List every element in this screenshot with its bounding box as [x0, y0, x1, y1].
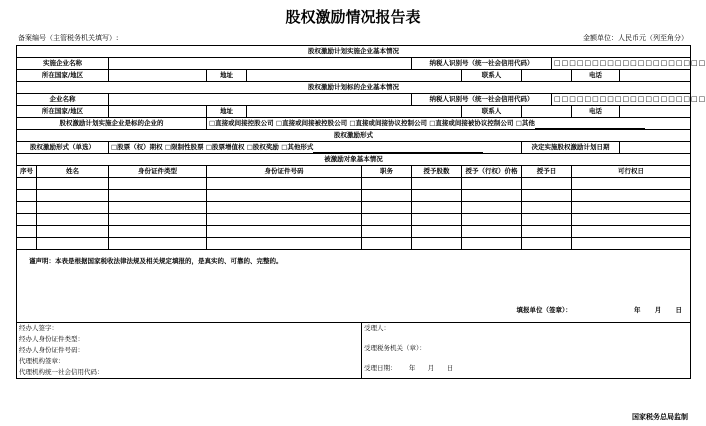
agent-box — [17, 323, 362, 379]
receiver-name-label: 受理人： — [364, 324, 390, 332]
column-header-exercise-date: 可行权日 — [572, 166, 691, 178]
column-header-shares: 授予股数 — [412, 166, 462, 178]
table-row — [17, 214, 691, 226]
form-option-restricted-stock[interactable]: □限制性股票 — [164, 143, 204, 151]
column-header-position: 职务 — [362, 166, 412, 178]
column-header-grant-date: 授予日 — [522, 166, 572, 178]
agent-id-number-label: 经办人身份证件号码： — [19, 346, 84, 354]
cell[interactable] — [462, 226, 522, 238]
cell[interactable] — [207, 226, 362, 238]
form-option-equity-award[interactable]: □股权奖励 — [246, 143, 279, 151]
receiver-date-label: 受理日期： 年 月 日 — [364, 364, 454, 372]
section1-country-label: 所在国家/地区 — [17, 70, 109, 82]
cell[interactable] — [572, 214, 691, 226]
section1-address-label: 地址 — [207, 70, 247, 82]
cell[interactable] — [522, 214, 572, 226]
section2-address-field[interactable] — [247, 106, 462, 118]
cell[interactable] — [109, 178, 207, 190]
cell[interactable] — [412, 190, 462, 202]
report-form-table — [16, 45, 706, 379]
section1-company-name-label: 实施企业名称 — [17, 58, 109, 70]
section1-phone-field[interactable] — [620, 70, 691, 82]
table-row — [17, 202, 691, 214]
section3-form-options — [109, 142, 522, 154]
column-header-id-number: 身份证件号码 — [207, 166, 362, 178]
section3-form-label: 股权激励形式（单选） — [17, 142, 109, 154]
cell[interactable] — [572, 190, 691, 202]
cell[interactable] — [37, 178, 109, 190]
cell[interactable] — [462, 178, 522, 190]
record-no-label: 备案编号（主管税务机关填写）: — [18, 34, 119, 42]
declaration-text: 谨声明：本表是根据国家税收法律法规及相关规定填报的，是真实的、可靠的、完整的。 — [29, 257, 283, 265]
section2-taxpayer-id-label: 纳税人识别号（统一社会信用代码） — [412, 94, 552, 106]
form-option-appreciation-right[interactable]: □股票增值权 — [205, 143, 245, 151]
relation-other-underline[interactable] — [535, 120, 645, 129]
cell[interactable] — [362, 190, 412, 202]
cell[interactable] — [362, 178, 412, 190]
section2-contact-field[interactable] — [522, 106, 572, 118]
cell[interactable] — [522, 202, 572, 214]
cell[interactable] — [412, 178, 462, 190]
section1-taxpayer-id-boxes[interactable]: □□□□□□□□□□□□□□□□□□□□ — [552, 58, 691, 70]
cell[interactable] — [207, 238, 362, 250]
receiver-box — [362, 323, 691, 379]
section2-relation-label: 股权激励计划实施企业是标的企业的 — [17, 118, 207, 130]
cell[interactable] — [462, 202, 522, 214]
section2-company-name-field[interactable] — [109, 94, 412, 106]
cell[interactable] — [362, 214, 412, 226]
cell[interactable] — [207, 202, 362, 214]
relation-option-other[interactable]: □其他 — [515, 119, 535, 127]
section1-taxpayer-id-label: 纳税人识别号（统一社会信用代码） — [412, 58, 552, 70]
section2-taxpayer-id-boxes[interactable]: □□□□□□□□□□□□□□□□□□□□ — [552, 94, 691, 106]
cell[interactable] — [412, 238, 462, 250]
cell[interactable] — [522, 238, 572, 250]
cell[interactable] — [17, 202, 37, 214]
section1-phone-label: 电话 — [572, 70, 620, 82]
cell[interactable] — [462, 190, 522, 202]
footer-issuer: 国家税务总局监制 — [632, 413, 688, 421]
section1-country-field[interactable] — [109, 70, 207, 82]
section2-header: 股权激励计划标的企业基本情况 — [17, 82, 691, 94]
section2-contact-label: 联系人 — [462, 106, 522, 118]
cell[interactable] — [522, 190, 572, 202]
section1-address-field[interactable] — [247, 70, 462, 82]
relation-option-controlled[interactable]: □直接或间接被控股公司 — [275, 119, 348, 127]
cell[interactable] — [462, 214, 522, 226]
cell[interactable] — [412, 226, 462, 238]
relation-option-controlling[interactable]: □直接或间接控股公司 — [209, 119, 274, 127]
section2-company-name-label: 企业名称 — [17, 94, 109, 106]
cell[interactable] — [17, 238, 37, 250]
declaration-signer-label: 填报单位（签章）： — [516, 306, 572, 314]
cell[interactable] — [412, 214, 462, 226]
cell[interactable] — [17, 178, 37, 190]
cell[interactable] — [17, 214, 37, 226]
cell[interactable] — [572, 226, 691, 238]
cell[interactable] — [37, 202, 109, 214]
form-option-other[interactable]: □其他形式 — [281, 143, 314, 151]
declaration-box — [17, 250, 691, 323]
section3-decision-date-label: 决定实施股权激励计划日期 — [522, 142, 620, 154]
cell[interactable] — [17, 190, 37, 202]
cell[interactable] — [37, 238, 109, 250]
form-other-underline[interactable] — [313, 144, 483, 153]
column-header-seq: 序号 — [17, 166, 37, 178]
section4-header: 被激励对象基本情况 — [17, 154, 691, 166]
form-option-stock-option[interactable]: □股票（权）期权 — [111, 143, 163, 151]
cell[interactable] — [37, 226, 109, 238]
cell[interactable] — [109, 190, 207, 202]
cell[interactable] — [37, 214, 109, 226]
agency-seal-label: 代理机构签章： — [19, 357, 65, 365]
declaration-year: 年 — [633, 306, 641, 314]
cell[interactable] — [207, 190, 362, 202]
relation-option-agreement-controlled[interactable]: □直接或间接被协议控制公司 — [429, 119, 514, 127]
cell[interactable] — [109, 214, 207, 226]
section3-decision-date-field[interactable] — [620, 142, 691, 154]
table-row — [17, 226, 691, 238]
table-row — [17, 190, 691, 202]
cell[interactable] — [572, 238, 691, 250]
section2-country-field[interactable] — [109, 106, 207, 118]
cell[interactable] — [207, 178, 362, 190]
cell[interactable] — [109, 202, 207, 214]
cell[interactable] — [17, 226, 37, 238]
currency-label: 金额单位：人民币元（列至角分） — [583, 34, 688, 42]
section2-phone-label: 电话 — [572, 106, 620, 118]
section2-phone-field[interactable] — [620, 106, 691, 118]
declaration-month: 月 — [654, 306, 662, 314]
cell[interactable] — [462, 238, 522, 250]
agency-credit-code-label: 代理机构统一社会信用代码： — [19, 368, 104, 376]
section2-relation-options — [207, 118, 691, 130]
cell[interactable] — [362, 202, 412, 214]
section3-header: 股权激励形式 — [17, 130, 691, 142]
table-row — [17, 178, 691, 190]
receiver-authority-label: 受理税务机关（章）： — [364, 344, 426, 352]
cell[interactable] — [412, 202, 462, 214]
section1-header: 股权激励计划实施企业基本情况 — [17, 46, 691, 58]
cell[interactable] — [522, 178, 572, 190]
cell[interactable] — [362, 238, 412, 250]
declaration-signature — [512, 305, 682, 316]
cell[interactable] — [522, 226, 572, 238]
column-header-id-type: 身份证件类型 — [109, 166, 207, 178]
form-title: 股权激励情况报告表 — [285, 8, 421, 26]
section1-company-name-field[interactable] — [109, 58, 412, 70]
cell[interactable] — [362, 226, 412, 238]
cell[interactable] — [109, 238, 207, 250]
relation-option-agreement-controlling[interactable]: □直接或间接协议控制公司 — [349, 119, 427, 127]
cell[interactable] — [37, 190, 109, 202]
agent-id-type-label: 经办人身份证件类型： — [19, 335, 84, 343]
cell[interactable] — [572, 178, 691, 190]
cell[interactable] — [207, 214, 362, 226]
column-header-name: 姓名 — [37, 166, 109, 178]
section1-contact-label: 联系人 — [462, 70, 522, 82]
section1-contact-field[interactable] — [522, 70, 572, 82]
section2-country-label: 所在国家/地区 — [17, 106, 109, 118]
column-header-price: 授予（行权）价格 — [462, 166, 522, 178]
section2-address-label: 地址 — [207, 106, 247, 118]
declaration-day: 日 — [675, 306, 682, 314]
table-row — [17, 238, 691, 250]
agent-signature-label: 经办人签字： — [19, 324, 58, 332]
cell[interactable] — [572, 202, 691, 214]
cell[interactable] — [109, 226, 207, 238]
